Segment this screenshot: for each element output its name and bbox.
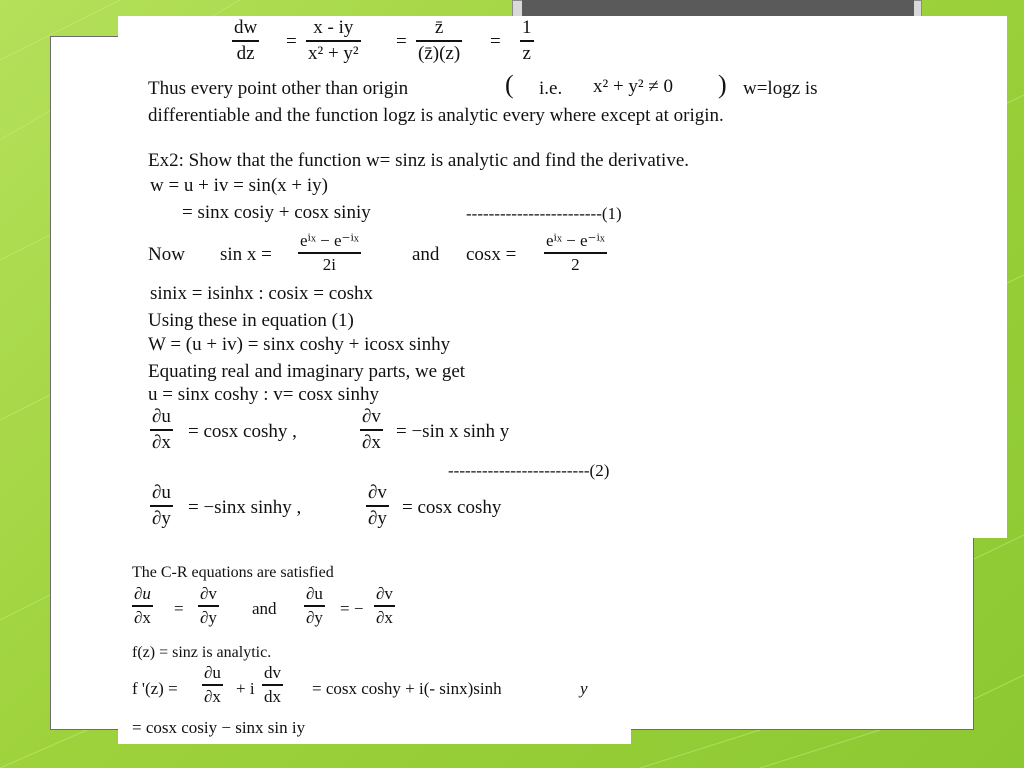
frac-bar	[544, 252, 607, 254]
frac-num: z̄	[434, 17, 444, 38]
fprime-rhs-var: y	[580, 679, 588, 698]
frac-num: eⁱˣ − e⁻ⁱˣ	[546, 231, 605, 250]
frac-bar	[150, 505, 173, 507]
pd-row2-result1: = −sinx sinhy ,	[188, 497, 302, 518]
frac-dv-dx	[360, 407, 383, 453]
frac-one-over-z	[520, 18, 534, 64]
frac-den: dx	[264, 686, 281, 706]
thus-line2: differentiable and the function logz is analytic every where except at origin.	[148, 105, 724, 126]
equals-sign: =	[490, 31, 501, 52]
using-line: Using these in equation (1)	[148, 310, 354, 331]
cr-equals-neg: = −	[340, 599, 364, 618]
equating-line: Equating real and imaginary parts, we get	[148, 361, 466, 382]
frac-bar	[232, 40, 259, 42]
fprime-plus-i: + i	[236, 679, 255, 698]
equation-tag-1: ------------------------(1)	[466, 204, 622, 223]
frac-dw-dz	[232, 18, 259, 64]
frac-num: ∂u	[134, 584, 151, 603]
frac-den: ∂x	[362, 431, 381, 453]
frac-den: (z̄)(z)	[418, 42, 461, 64]
ie-text: i.e.	[539, 78, 563, 99]
equation-tag-2: -------------------------(2)	[448, 461, 610, 480]
frac-num: ∂v	[362, 406, 381, 427]
cr-equals: =	[174, 599, 184, 618]
pd-row2-result2: = cosx coshy	[402, 497, 502, 518]
w-line2: = sinx cosiy + cosx siniy	[182, 202, 371, 223]
frac-num: ∂u	[152, 482, 171, 503]
w-line1: w = u + iv = sin(x + iy)	[150, 175, 328, 196]
frac-sinx	[298, 232, 361, 274]
equals-sign: =	[286, 31, 297, 52]
ex2-title: Ex2: Show that the function w= sinz is analytic and find the derivative.	[148, 150, 690, 171]
wlogz-text: w=logz is	[743, 78, 818, 99]
frac-bar	[360, 429, 383, 431]
cr-line: The C-R equations are satisfied	[132, 564, 334, 581]
frac-den: ∂x	[134, 607, 151, 627]
frac-den: x² + y²	[308, 42, 359, 64]
frac-den: ∂y	[200, 607, 217, 627]
frac-num: 1	[522, 17, 532, 38]
frac-num: x - iy	[313, 17, 354, 38]
frac-bar	[304, 605, 325, 607]
frac-bar	[298, 252, 361, 254]
frac-num: ∂v	[368, 482, 387, 503]
condition-text: x² + y² ≠ 0	[593, 76, 674, 97]
paren-close: )	[718, 70, 727, 99]
now-label: Now	[148, 244, 185, 265]
thus-text: Thus every point other than origin	[148, 78, 409, 99]
frac-cosx	[544, 232, 607, 274]
uv-line: u = sinx coshy : v= cosx sinhy	[148, 384, 379, 405]
frac-bar	[202, 684, 223, 686]
frac-den: ∂y	[152, 507, 171, 529]
frac-du-dy	[150, 483, 173, 529]
frac-dv-dy	[366, 483, 389, 529]
and-label: and	[412, 244, 440, 265]
cr-and: and	[252, 599, 277, 618]
frac-num: dw	[234, 17, 258, 38]
fprime-lhs: f '(z) =	[132, 679, 178, 698]
frac-num: ∂v	[376, 584, 393, 603]
frac-bar	[374, 605, 395, 607]
frac-x-iy	[306, 18, 361, 64]
last-line: = cosx cosiy − sinx sin iy	[132, 718, 306, 737]
sinx-lhs: sin x =	[220, 244, 272, 265]
frac-den: ∂x	[152, 431, 171, 453]
frac-zbar	[416, 18, 462, 64]
top-dark-bar	[522, 0, 914, 17]
frac-num: ∂v	[200, 584, 217, 603]
frac-num: ∂u	[204, 663, 221, 682]
frac-bar	[198, 605, 219, 607]
paren-open: (	[505, 70, 514, 99]
frac-num: ∂u	[152, 406, 171, 427]
frac-cr-dv-dy	[198, 585, 219, 627]
frac-den: dz	[236, 42, 255, 64]
frac-den: z	[522, 42, 531, 64]
cosx-lhs: cosx =	[466, 244, 517, 265]
sinix-line: sinix = isinhx : cosix = coshx	[150, 283, 374, 304]
frac-fprime-dv-dx	[262, 664, 283, 706]
frac-den: ∂y	[306, 607, 323, 627]
frac-bar	[416, 40, 462, 42]
frac-du-dx	[150, 407, 173, 453]
frac-num: ∂u	[306, 584, 323, 603]
frac-cr-dv-dx	[374, 585, 395, 627]
frac-bar	[262, 684, 283, 686]
frac-cr-du-dx	[132, 585, 153, 627]
fprime-rhs: = cosx coshy + i(- sinx)sinh	[312, 679, 502, 698]
frac-den: ∂x	[376, 607, 393, 627]
frac-bar	[306, 40, 361, 42]
W-line: W = (u + iv) = sinx coshy + icosx sinhy	[148, 334, 451, 355]
frac-num: eⁱˣ − e⁻ⁱˣ	[300, 231, 359, 250]
frac-cr-du-dy	[304, 585, 325, 627]
frac-den: ∂x	[204, 686, 221, 706]
frac-bar	[520, 40, 534, 42]
frac-den: 2	[571, 254, 580, 274]
fz-line: f(z) = sinz is analytic.	[132, 644, 272, 661]
frac-den: ∂y	[368, 507, 387, 529]
frac-bar	[150, 429, 173, 431]
frac-den: 2i	[322, 254, 337, 274]
frac-num: dv	[264, 663, 281, 682]
frac-bar	[366, 505, 389, 507]
frac-bar	[132, 605, 153, 607]
equals-sign: =	[396, 31, 407, 52]
frac-fprime-du-dx	[202, 664, 223, 706]
pd-row1-result2: = −sin x sinh y	[396, 421, 510, 442]
pd-row1-result1: = cosx coshy ,	[188, 421, 297, 442]
